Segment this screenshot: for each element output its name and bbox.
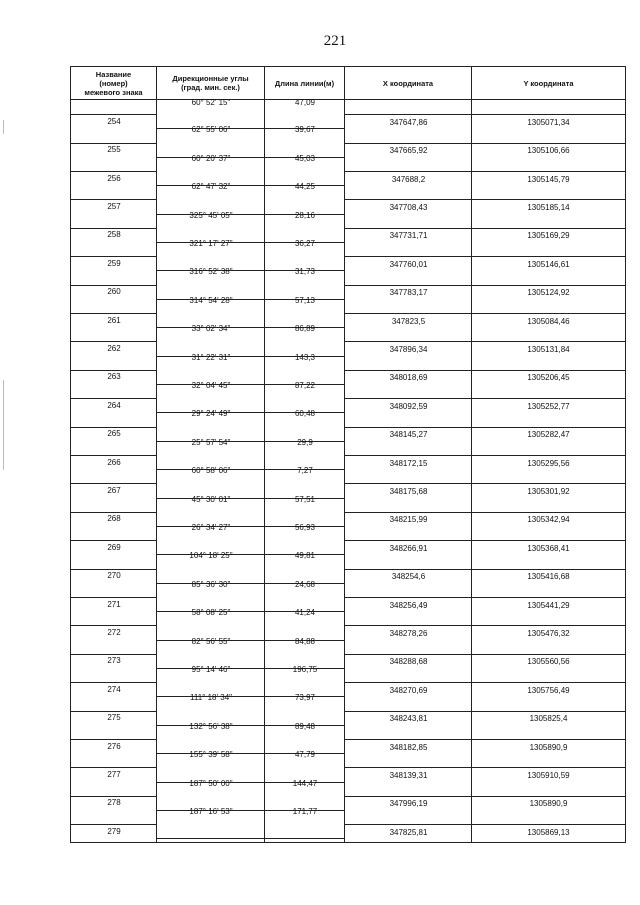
line-length: 36,27 <box>294 239 316 248</box>
row-divider <box>71 370 156 371</box>
y-coordinate: 1305145,79 <box>527 174 570 184</box>
point-name: 254 <box>107 116 121 126</box>
row-divider <box>71 427 156 428</box>
point-name: 266 <box>107 457 121 467</box>
row-divider <box>71 682 156 683</box>
x-coordinate: 348266,91 <box>389 543 428 553</box>
x-coordinate: 348018,69 <box>389 373 428 383</box>
row-divider <box>472 569 625 570</box>
row-divider <box>472 228 625 229</box>
x-coordinate: 347708,43 <box>389 202 428 212</box>
row-divider <box>472 597 625 598</box>
x-coordinate: 347823,5 <box>391 316 426 326</box>
x-coordinate: 347896,34 <box>389 344 428 354</box>
y-coordinate: 1305295,56 <box>527 458 570 468</box>
row-divider <box>71 512 156 513</box>
row-divider <box>345 228 471 229</box>
line-length: 7,27 <box>297 466 313 476</box>
x-coordinate: 347688,2 <box>391 174 426 184</box>
y-coordinate: 1305416,68 <box>527 572 570 582</box>
row-divider <box>345 739 471 740</box>
direction-angle: 104° 18' 25" <box>189 551 233 561</box>
line-length: 87,22 <box>294 381 316 390</box>
row-divider <box>71 398 156 399</box>
line-length: 56,93 <box>294 523 316 532</box>
row-divider <box>71 199 156 200</box>
row-divider <box>472 199 625 200</box>
row-divider <box>345 455 471 456</box>
y-coordinate: 1305890,9 <box>529 742 568 752</box>
x-coordinate: 348243,81 <box>389 714 428 724</box>
point-name: 273 <box>107 656 121 666</box>
row-divider <box>472 682 625 683</box>
y-coordinate: 1305560,56 <box>527 657 570 667</box>
row-divider <box>472 398 625 399</box>
row-divider <box>345 370 471 371</box>
direction-angle: 314° 54' 28" <box>189 295 233 305</box>
row-divider <box>345 114 471 115</box>
row-divider <box>71 767 156 768</box>
row-divider <box>345 256 471 257</box>
row-divider <box>157 838 264 839</box>
row-divider <box>345 767 471 768</box>
line-length: 44,25 <box>294 182 316 192</box>
direction-angle: 111° 18' 34" <box>190 693 232 703</box>
row-divider <box>345 341 471 342</box>
point-name: 257 <box>107 201 121 211</box>
point-name: 268 <box>107 514 121 524</box>
x-coordinate: 347996,19 <box>389 799 428 809</box>
line-length: 39,67 <box>294 125 316 135</box>
column-length <box>265 100 345 842</box>
y-coordinate: 1305910,59 <box>527 770 570 780</box>
line-length: 24,68 <box>294 579 316 589</box>
header-angle: Дирекционные углы (град. мин. сек.) <box>157 67 265 99</box>
y-coordinate: 1305071,34 <box>527 117 570 127</box>
y-coordinate: 1305084,46 <box>527 316 570 326</box>
direction-angle: 62° 47' 32" <box>191 182 231 192</box>
row-divider <box>472 114 625 115</box>
y-coordinate: 1305368,41 <box>527 543 570 553</box>
row-divider <box>472 824 625 825</box>
row-divider <box>472 427 625 428</box>
x-coordinate: 348215,99 <box>389 515 428 525</box>
direction-angle: 187° 16' 53" <box>189 807 233 816</box>
row-divider <box>472 512 625 513</box>
direction-angle: 155° 39' 58" <box>189 750 233 760</box>
point-name: 258 <box>107 230 121 240</box>
line-length: 28,16 <box>294 210 316 220</box>
row-divider <box>345 483 471 484</box>
row-divider <box>71 540 156 541</box>
row-divider <box>345 711 471 712</box>
y-coordinate: 1305890,9 <box>529 799 568 809</box>
row-divider <box>345 199 471 200</box>
x-coordinate: 347665,92 <box>389 146 428 156</box>
coordinates-table <box>70 66 626 843</box>
point-name: 262 <box>107 343 121 353</box>
point-name: 270 <box>107 571 121 581</box>
row-divider <box>71 143 156 144</box>
direction-angle: 60° 20' 37" <box>191 153 231 163</box>
line-length: 89,48 <box>294 721 316 731</box>
column-y <box>472 100 625 842</box>
x-coordinate: 347825,81 <box>389 827 428 837</box>
line-length: 84,88 <box>294 636 316 646</box>
x-coordinate: 348278,26 <box>389 628 428 638</box>
scan-mark <box>3 380 4 470</box>
line-length: 86,89 <box>294 324 316 334</box>
point-name: 261 <box>107 315 121 325</box>
row-divider <box>345 512 471 513</box>
row-divider <box>71 313 156 314</box>
line-length: 47,79 <box>294 750 316 760</box>
y-coordinate: 1305825,4 <box>529 714 568 724</box>
x-coordinate: 348172,15 <box>389 458 428 468</box>
row-divider <box>472 370 625 371</box>
point-name: 271 <box>107 599 121 609</box>
x-coordinate: 347760,01 <box>389 259 428 269</box>
row-divider <box>71 114 156 115</box>
y-coordinate: 1305342,94 <box>527 515 570 525</box>
direction-angle: 29° 24' 49" <box>191 409 231 419</box>
point-name: 256 <box>107 173 121 183</box>
row-divider <box>345 143 471 144</box>
row-divider <box>345 654 471 655</box>
line-length: 31,73 <box>294 267 316 277</box>
point-name: 255 <box>107 145 121 155</box>
row-divider <box>71 654 156 655</box>
row-divider <box>71 455 156 456</box>
y-coordinate: 1305282,47 <box>527 430 570 440</box>
line-length: 49,81 <box>294 551 316 561</box>
row-divider <box>472 341 625 342</box>
x-coordinate: 348139,31 <box>389 770 428 780</box>
row-divider <box>472 767 625 768</box>
row-divider <box>71 341 156 342</box>
point-name: 272 <box>107 627 121 637</box>
row-divider <box>71 256 156 257</box>
row-divider <box>265 838 344 839</box>
direction-angle: 187° 50' 00" <box>189 778 233 788</box>
y-coordinate: 1305441,29 <box>527 600 570 610</box>
point-name: 260 <box>107 287 121 297</box>
point-name: 264 <box>107 400 121 410</box>
line-length: 73,97 <box>294 693 316 703</box>
x-coordinate: 348182,85 <box>389 742 428 752</box>
row-divider <box>71 796 156 797</box>
row-divider <box>71 228 156 229</box>
y-coordinate: 1305146,61 <box>527 259 570 269</box>
header-length: Длина линии(м) <box>265 67 345 99</box>
x-coordinate: 347783,17 <box>389 288 428 298</box>
x-coordinate: 347647,86 <box>389 117 428 127</box>
direction-angle: 316° 52' 38" <box>189 267 233 277</box>
row-divider <box>345 313 471 314</box>
row-divider <box>472 483 625 484</box>
row-divider <box>345 398 471 399</box>
y-coordinate: 1305106,66 <box>527 146 570 156</box>
row-divider <box>472 285 625 286</box>
row-divider <box>472 625 625 626</box>
row-divider <box>345 285 471 286</box>
y-coordinate: 1305206,45 <box>527 373 570 383</box>
y-coordinate: 1305252,77 <box>527 401 570 411</box>
direction-angle: 26° 34' 27" <box>191 523 231 532</box>
row-divider <box>472 313 625 314</box>
direction-angle: 58° 08' 25" <box>191 608 231 618</box>
column-angle <box>157 100 265 842</box>
direction-angle: 45° 30' 01" <box>191 494 231 504</box>
line-length: 47,09 <box>294 98 316 107</box>
row-divider <box>71 569 156 570</box>
row-divider <box>71 285 156 286</box>
direction-angle: 325° 45' 05" <box>189 210 233 220</box>
header-name: Название (номер) межевого знака <box>71 67 157 99</box>
row-divider <box>71 739 156 740</box>
y-coordinate: 1305131,84 <box>527 344 570 354</box>
row-divider <box>71 711 156 712</box>
direction-angle: 33° 02' 34" <box>191 324 231 334</box>
row-divider <box>472 739 625 740</box>
y-coordinate: 1305124,92 <box>527 288 570 298</box>
row-divider <box>345 796 471 797</box>
direction-angle: 62° 55' 06" <box>191 125 231 135</box>
line-length: 60,48 <box>294 409 316 419</box>
row-divider <box>472 171 625 172</box>
line-length: 57,13 <box>294 295 316 305</box>
row-divider <box>345 682 471 683</box>
point-name: 278 <box>107 798 121 808</box>
direction-angle: 95° 14' 46" <box>191 665 231 674</box>
row-divider <box>345 569 471 570</box>
row-divider <box>345 171 471 172</box>
column-name <box>71 100 157 842</box>
direction-angle: 85° 36' 30" <box>191 579 231 589</box>
row-divider <box>71 597 156 598</box>
y-coordinate: 1305301,92 <box>527 486 570 496</box>
y-coordinate: 1305476,32 <box>527 628 570 638</box>
row-divider <box>472 256 625 257</box>
line-length: 41,24 <box>294 608 316 618</box>
x-coordinate: 347731,71 <box>389 231 428 241</box>
row-divider <box>345 625 471 626</box>
row-divider <box>472 711 625 712</box>
direction-angle: 321° 17' 27" <box>189 239 233 248</box>
x-coordinate: 348145,27 <box>389 430 428 440</box>
y-coordinate: 1305185,14 <box>527 202 570 212</box>
point-name: 274 <box>107 684 121 694</box>
direction-angle: 31° 22' 31" <box>191 352 231 362</box>
row-divider <box>472 540 625 541</box>
point-name: 265 <box>107 429 121 439</box>
direction-angle: 25° 57' 54" <box>191 437 231 447</box>
x-coordinate: 348270,69 <box>389 685 428 695</box>
line-length: 196,75 <box>292 665 318 674</box>
direction-angle: 60° 58' 06" <box>191 466 231 476</box>
direction-angle: 32° 04' 45" <box>191 381 231 390</box>
point-name: 277 <box>107 769 121 779</box>
point-name: 267 <box>107 485 121 495</box>
row-divider <box>472 143 625 144</box>
header-y: Y координата <box>523 78 574 88</box>
point-name: 276 <box>107 741 121 751</box>
line-length: 45,03 <box>294 153 316 163</box>
x-coordinate: 348256,49 <box>389 600 428 610</box>
point-name: 259 <box>107 258 121 268</box>
line-length: 143,3 <box>294 352 316 362</box>
line-length: 144,47 <box>292 778 318 788</box>
row-divider <box>71 824 156 825</box>
header-x: X координата <box>345 67 472 99</box>
x-coordinate: 348288,68 <box>389 657 428 667</box>
line-length: 171,77 <box>292 807 318 816</box>
table-body <box>71 100 625 842</box>
line-length: 29,9 <box>297 437 313 447</box>
point-name: 275 <box>107 713 121 723</box>
row-divider <box>345 540 471 541</box>
point-name: 279 <box>107 826 121 836</box>
scan-mark <box>3 120 4 134</box>
direction-angle: 60° 52' 15" <box>191 98 231 107</box>
x-coordinate: 348092,59 <box>389 401 428 411</box>
point-name: 263 <box>107 372 121 382</box>
y-coordinate: 1305756,49 <box>527 685 570 695</box>
row-divider <box>71 625 156 626</box>
row-divider <box>71 483 156 484</box>
y-coordinate: 1305169,29 <box>527 231 570 241</box>
row-divider <box>345 824 471 825</box>
row-divider <box>472 796 625 797</box>
line-length: 57,51 <box>294 494 316 504</box>
row-divider <box>71 171 156 172</box>
row-divider <box>472 654 625 655</box>
row-divider <box>472 455 625 456</box>
direction-angle: 132° 56' 38" <box>189 721 233 731</box>
table-header <box>71 67 625 100</box>
page-number: 221 <box>323 33 347 49</box>
y-coordinate: 1305869,13 <box>527 827 570 837</box>
point-name: 269 <box>107 542 121 552</box>
column-x <box>345 100 472 842</box>
direction-angle: 82° 56' 55" <box>191 636 231 646</box>
x-coordinate: 348254,6 <box>391 572 426 582</box>
x-coordinate: 348175,68 <box>389 486 428 496</box>
row-divider <box>345 427 471 428</box>
row-divider <box>345 597 471 598</box>
